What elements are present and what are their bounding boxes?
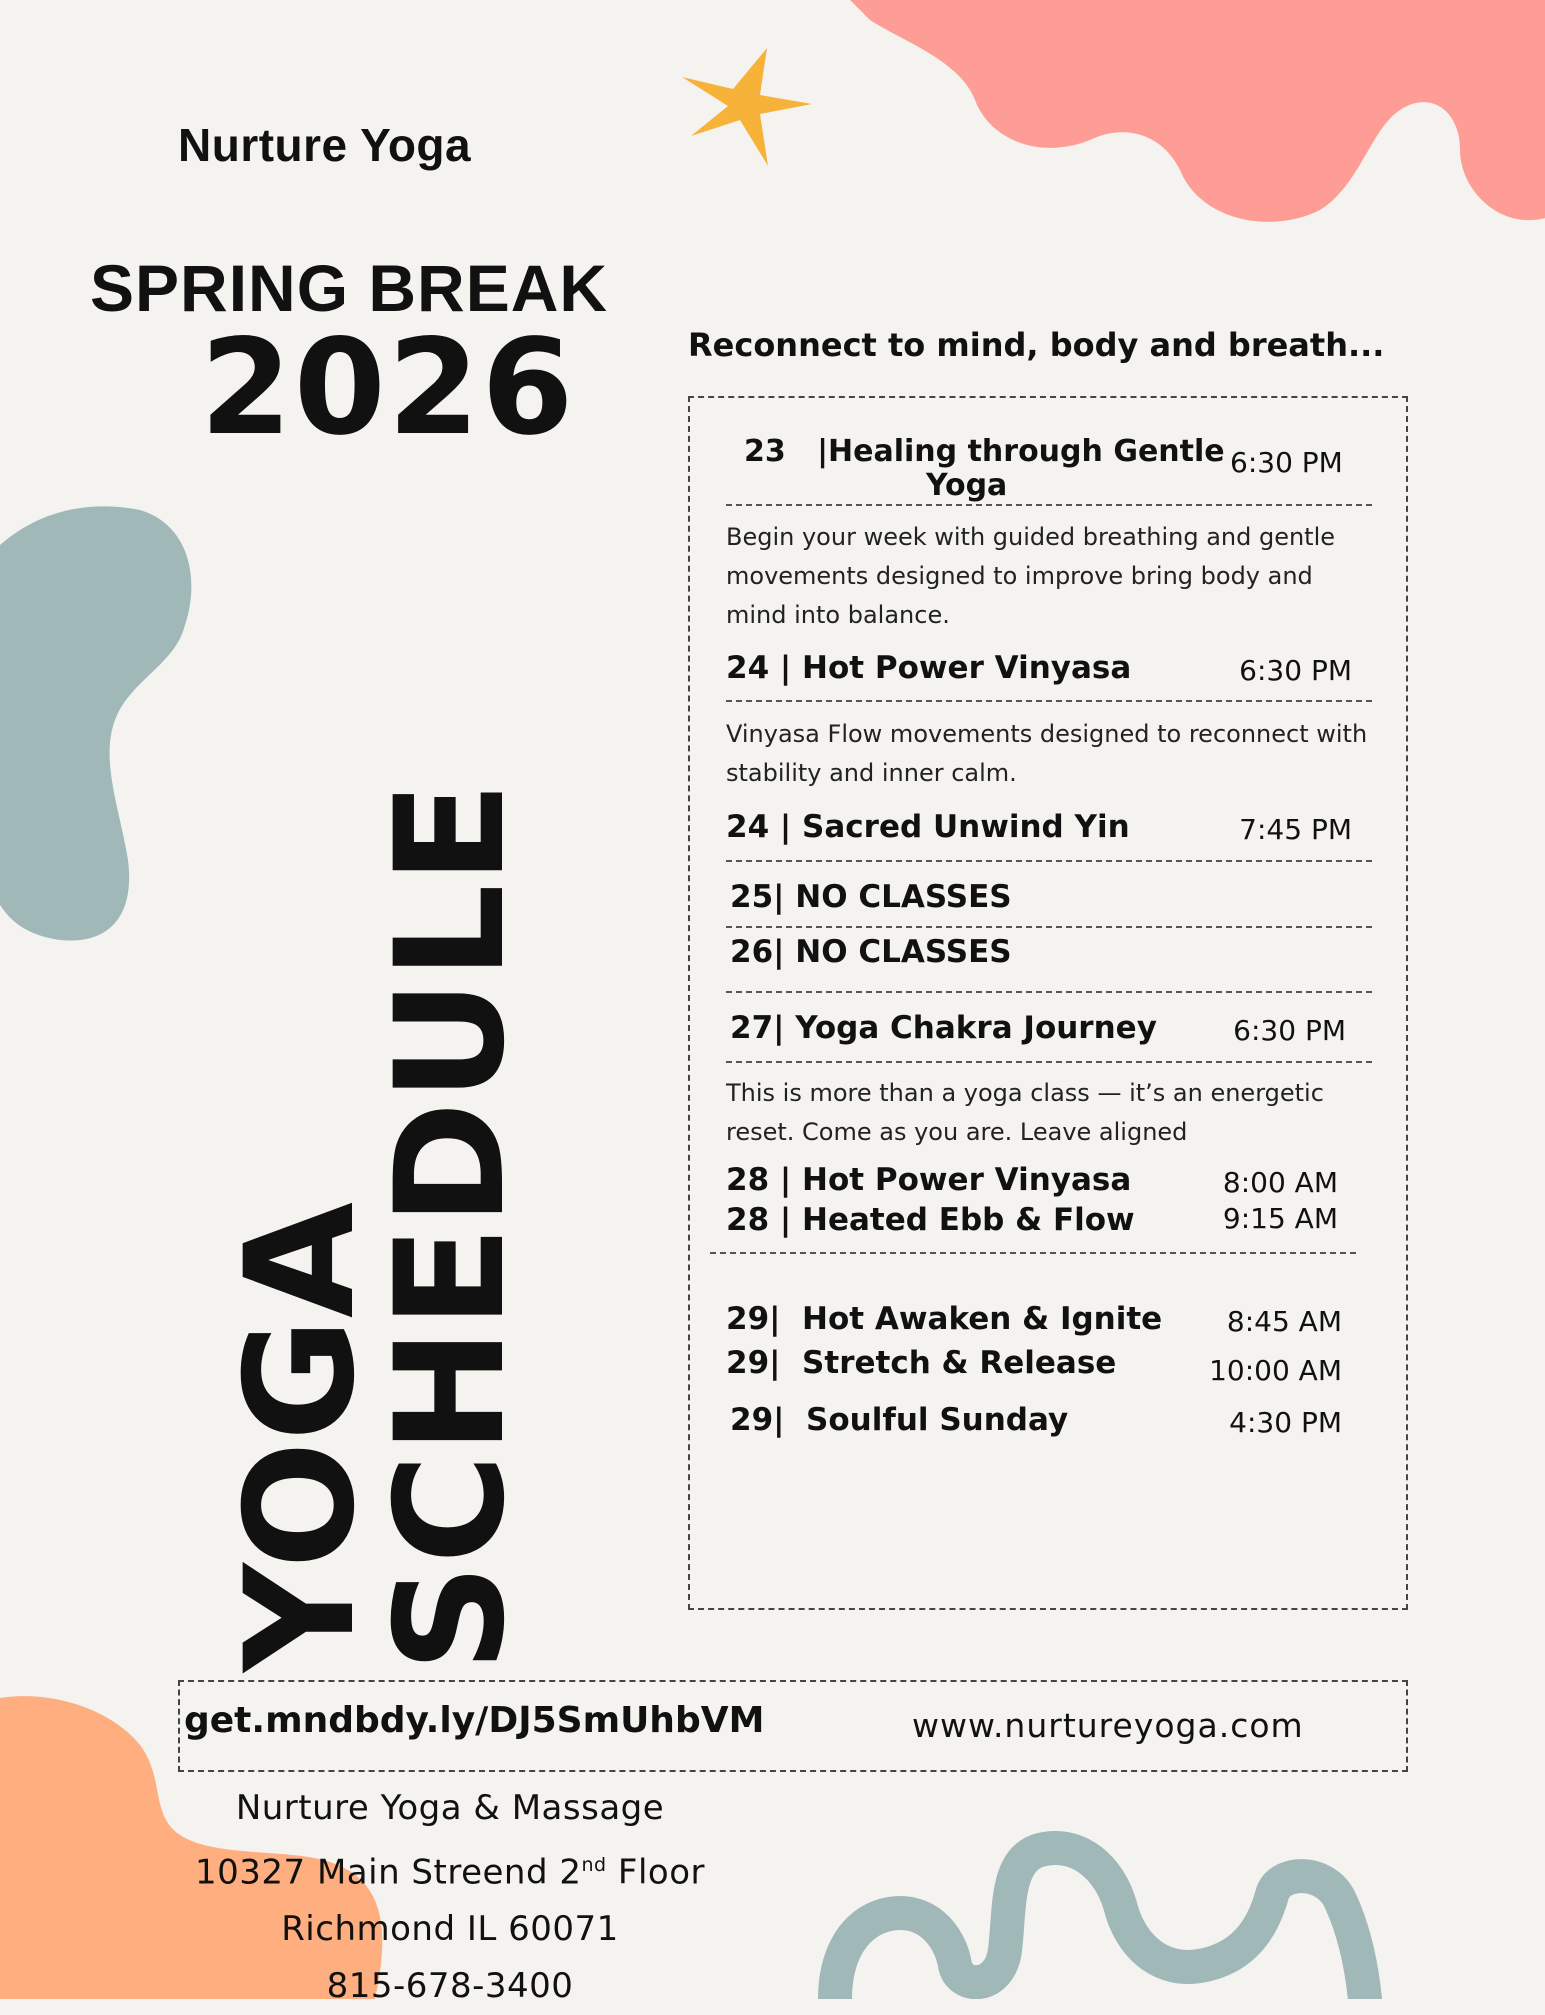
class-time: 8:00 AM [1222,1166,1338,1199]
class-name: 29| Hot Awaken & Ignite [726,1301,1163,1337]
address-name: Nurture Yoga & Massage [235,1788,665,1828]
address-city: Richmond IL 60071 [281,1909,619,1950]
class-name: 24 | Sacred Unwind Yin [726,809,1130,845]
separator [726,926,1372,928]
class-day27-description: This is more than a yoga class — it’s an energetic reset. Come as you are. Leave aligned [726,1079,1324,1146]
brand-name: Nurture Yoga [178,119,472,171]
separator [726,1061,1372,1063]
teal-squiggle-decoration [835,1848,1365,1999]
class-time: 4:30 PM [1229,1406,1342,1439]
booking-link[interactable]: get.mndbdy.ly/DJ5SmUhbVM [184,1700,765,1741]
class-name: 25| NO CLASSES [730,879,1012,915]
tagline: Reconnect to mind, body and breath... [688,326,1385,364]
separator [726,700,1372,702]
class-time: 7:45 PM [1239,813,1352,846]
class-day23-title-line1: 23 |Healing through Gentle [744,434,1225,469]
class-time: 10:00 AM [1209,1354,1342,1387]
vertical-title [214,560,538,1672]
class-time: 8:45 AM [1226,1305,1342,1338]
class-name: 28 | Hot Power Vinyasa [726,1162,1132,1198]
class-name: 29| Stretch & Release [726,1345,1117,1381]
address-ordinal: nd [581,1854,607,1876]
class-name: 29| Soulful Sunday [730,1402,1069,1438]
separator [726,860,1372,862]
class-name: 27| Yoga Chakra Journey [730,1010,1157,1046]
separator [726,504,1372,506]
class-name: 26| NO CLASSES [730,934,1012,970]
class-day23-title-line2: Yoga [926,468,1008,503]
class-name: 28 | Heated Ebb & Flow [726,1202,1135,1238]
separator [710,1252,1356,1254]
address-floor: Floor [606,1852,705,1893]
address-street-line [150,1837,750,1901]
class-name: 24 | Hot Power Vinyasa [726,650,1132,686]
class-time: 6:30 PM [1233,1014,1346,1047]
class-time: 9:15 AM [1222,1202,1338,1235]
separator [726,991,1372,993]
class-day24a-description: Vinyasa Flow movements designed to reconnect with stability and inner calm. [726,720,1368,787]
year-heading: 2026 [200,311,576,465]
address-block [150,1780,750,2015]
vertical-title-yoga: YOGA [214,1202,388,1672]
spring-break-heading: SPRING BREAK [90,251,609,325]
class-day23-description: Begin your week with guided breathing and gentle movements designed to improve bring body and mind into balance. [726,523,1336,629]
address-street: 10327 Main Streend 2 [194,1852,582,1893]
website-link[interactable]: www.nurtureyoga.com [912,1706,1304,1745]
coral-blob-decoration [850,0,1545,222]
star-icon [682,48,812,166]
vertical-title-schedule: SCHEDULE [364,781,538,1672]
phone-number[interactable]: 815-678-3400 [326,1966,574,2007]
teal-blob-decoration [0,506,191,940]
class-day23-time: 6:30 PM [1230,446,1343,479]
class-time: 6:30 PM [1239,654,1352,687]
